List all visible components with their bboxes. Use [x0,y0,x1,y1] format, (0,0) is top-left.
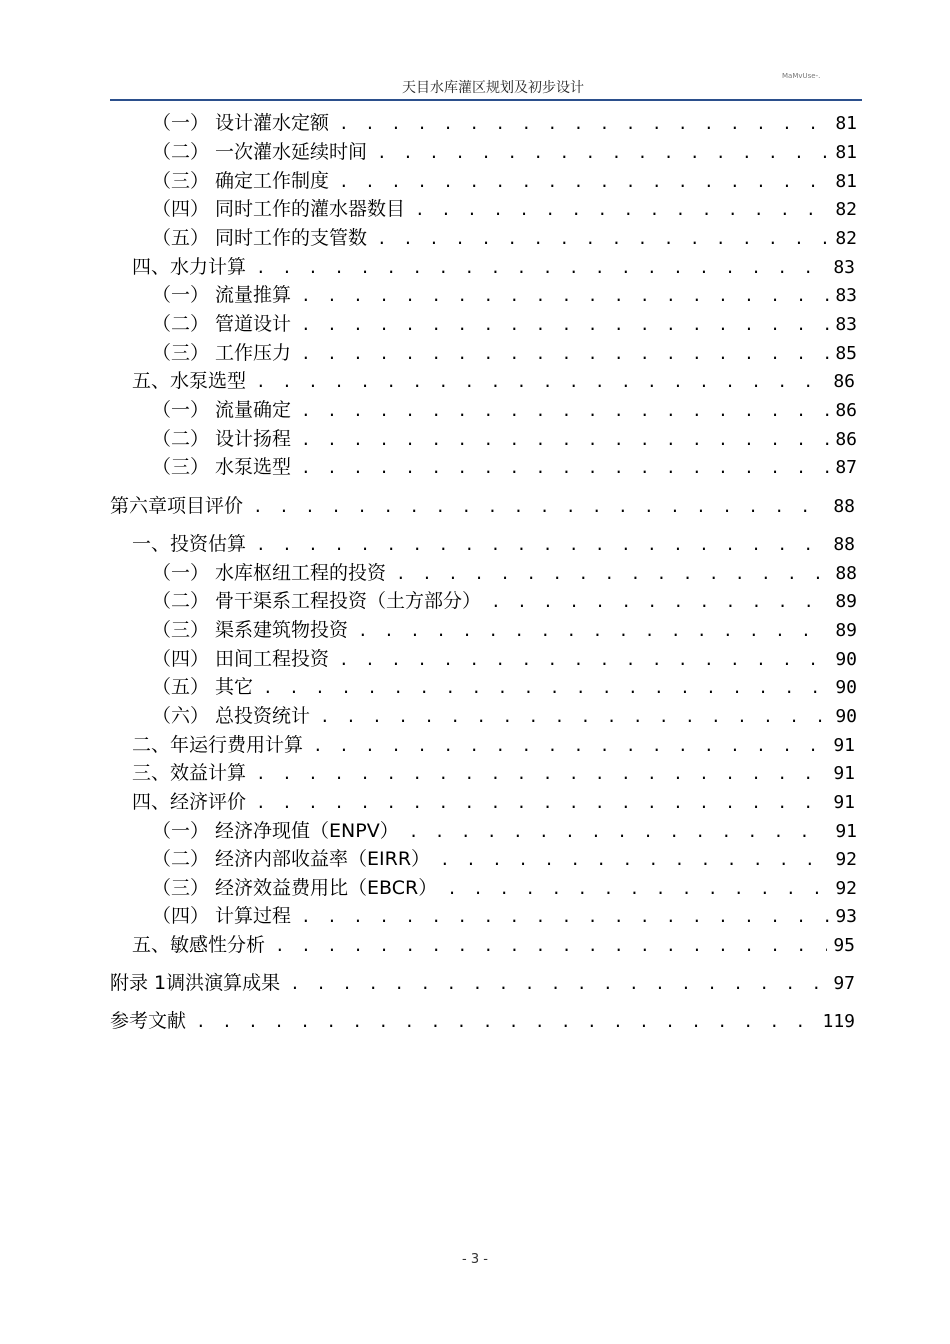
toc-entry-title: 项目评价 [167,495,244,517]
toc-entry-number: （一） [152,112,210,134]
toc-entry-page: 88 [833,534,855,555]
toc-entry-title: 水库枢纽工程的投资 [215,562,387,584]
toc-leader-dots [256,761,827,787]
toc-leader-dots [339,647,829,673]
page-number: - 3 - [462,1252,488,1267]
toc-entry-page: 95 [833,935,855,956]
toc-entry-title: 管道设计 [215,313,292,335]
toc-leader-dots [358,618,829,644]
toc-entry-title: 经济评价 [170,791,247,813]
toc-entry-number: （一） [152,562,210,584]
toc-entry-title: 效益计算 [170,762,247,784]
toc-entry-title: 水泵选型 [215,456,292,478]
toc-entry-number: 第六章 [110,495,168,517]
toc-entry-title: 同时工作的灌水器数目 [215,198,406,220]
toc-entry-page: 119 [822,1011,855,1032]
toc-entry-page: 91 [833,792,855,813]
toc-entry-page: 86 [835,400,857,421]
toc-entry-title: 渠系建筑物投资 [215,619,349,641]
toc-entry[interactable] [152,703,857,730]
toc-entry[interactable] [152,196,857,223]
toc-leader-dots [256,255,827,281]
toc-entry-page: 97 [833,973,855,994]
toc-entry-page: 92 [835,849,857,870]
toc-entry-page: 82 [835,228,857,249]
toc-entry[interactable] [152,110,857,137]
toc-entry-title: 设计扬程 [215,428,292,450]
toc-entry-number: （一） [152,284,210,306]
toc-leader-dots [320,704,829,730]
toc-entry[interactable] [152,846,857,873]
toc-entry-number: （六） [152,705,210,727]
toc-entry-number: 五、 [132,370,171,392]
toc-entry-number: （五） [152,227,210,249]
toc-entry-title: 经济净现值（ENPV） [215,820,399,842]
toc-leader-dots [301,283,829,309]
toc-leader-dots [447,876,829,902]
toc-entry-page: 91 [835,821,857,842]
toc-entry-title: 设计灌水定额 [215,112,330,134]
toc-entry-number: 四、 [132,791,171,813]
toc-entry-number: （二） [152,313,210,335]
toc-leader-dots [256,369,827,395]
toc-entry-title: 骨干渠系工程投资（土方部分） [215,590,482,612]
toc-leader-dots [196,1009,816,1035]
toc-entry-number: （二） [152,590,210,612]
toc-entry[interactable] [152,454,857,481]
toc-entry[interactable] [110,493,855,520]
toc-leader-dots [290,971,827,997]
toc-leader-dots [491,589,829,615]
toc-leader-dots [253,494,827,520]
toc-entry-title: 同时工作的支管数 [215,227,368,249]
toc-entry-title: 经济内部收益率（EIRR） [215,848,431,870]
toc-leader-dots [409,819,830,845]
toc-leader-dots [301,312,829,338]
toc-entry-number: （二） [152,428,210,450]
toc-entry-title: 水力计算 [170,256,247,278]
toc-leader-dots [415,197,829,223]
toc-entry[interactable] [152,674,857,701]
toc-leader-dots [275,933,827,959]
toc-entry-title: 参考文献 [110,1010,187,1032]
header-title: 天目水库灌区规划及初步设计 [402,80,584,96]
toc-entry-title: 计算过程 [215,905,292,927]
toc-leader-dots [301,904,829,930]
toc-entry-number: 二、 [132,734,171,756]
toc-entry[interactable] [152,588,857,615]
toc-entry-title: 经济效益费用比（EBCR） [215,877,438,899]
toc-entry-page: 86 [833,371,855,392]
toc-entry-page: 83 [833,257,855,278]
toc-entry-title: 总投资统计 [215,705,311,727]
toc-leader-dots [440,847,829,873]
toc-entry[interactable] [132,531,855,558]
toc-entry-title: 田间工程投资 [215,648,330,670]
toc-entry-page: 90 [835,677,857,698]
toc-entry-number: （四） [152,648,210,670]
toc-entry-page: 91 [833,763,855,784]
toc-entry-page: 90 [835,706,857,727]
toc-entry[interactable] [132,760,855,787]
toc-leader-dots [339,111,829,137]
toc-entry-title: 工作压力 [215,342,292,364]
toc-entry-number: （四） [152,905,210,927]
toc-entry-page: 82 [835,199,857,220]
toc-entry-number: （三） [152,170,210,192]
toc-entry-title: 流量推算 [215,284,292,306]
header-mark: MaMvUse-. [782,72,821,80]
toc-entry-page: 88 [833,496,855,517]
toc-entry[interactable] [132,368,855,395]
toc-leader-dots [377,226,829,252]
toc-leader-dots [377,140,829,166]
toc-entry-title: 其它 [215,676,254,698]
toc-entry-page: 81 [835,142,857,163]
toc-entry-page: 93 [835,906,857,927]
toc-entry-page: 87 [835,457,857,478]
toc-entry-page: 81 [835,113,857,134]
toc-entry[interactable] [152,397,857,424]
toc-entry-number: （五） [152,676,210,698]
toc-leader-dots [313,733,827,759]
toc-entry[interactable] [132,732,855,759]
toc-entry-page: 89 [835,620,857,641]
toc-entry[interactable] [152,225,857,252]
toc-entry[interactable] [152,282,857,309]
toc-entry-number: （三） [152,456,210,478]
toc-entry-title: 调洪演算成果 [166,972,281,994]
toc-entry-title: 年运行费用计算 [170,734,304,756]
toc-entry[interactable] [132,254,855,281]
toc-entry-number: （一） [152,399,210,421]
toc-entry-number: （三） [152,877,210,899]
toc-entry-number: （一） [152,820,210,842]
toc-leader-dots [301,341,829,367]
toc-entry-number: （二） [152,848,210,870]
toc-entry-number: 五、 [132,934,171,956]
toc-leader-dots [256,532,827,558]
toc-entry[interactable] [110,1008,855,1035]
toc-entry[interactable] [152,875,857,902]
toc-entry[interactable] [152,139,857,166]
toc-leader-dots [301,398,829,424]
toc-entry-number: 四、 [132,256,171,278]
toc-entry-title: 确定工作制度 [215,170,330,192]
toc-leader-dots [256,790,827,816]
toc-leader-dots [263,675,829,701]
toc-leader-dots [301,427,829,453]
toc-entry-number: 三、 [132,762,171,784]
toc-entry-page: 92 [835,878,857,899]
toc-entry[interactable] [152,426,857,453]
toc-entry-page: 88 [835,563,857,584]
toc-entry-number: 附录 1 [110,972,167,994]
toc-entry-page: 89 [835,591,857,612]
toc-entry-page: 83 [835,285,857,306]
toc-entry[interactable] [152,168,857,195]
toc-entry-title: 投资估算 [170,533,247,555]
toc-entry-number: （三） [152,619,210,641]
toc-entry[interactable] [152,903,857,930]
toc-entry-number: （二） [152,141,210,163]
toc-entry[interactable] [152,617,857,644]
toc-entry-title: 流量确定 [215,399,292,421]
toc-entry-number: （四） [152,198,210,220]
toc-entry-page: 85 [835,343,857,364]
toc-entry-page: 90 [835,649,857,670]
toc-entry[interactable] [152,818,857,845]
toc-entry[interactable] [110,970,855,997]
header-rule [110,99,862,101]
toc-entry-page: 83 [835,314,857,335]
toc-entry-number: （三） [152,342,210,364]
toc-entry-title: 水泵选型 [170,370,247,392]
toc-entry[interactable] [152,646,857,673]
toc-entry[interactable] [152,560,857,587]
toc-entry-title: 一次灌水延续时间 [215,141,368,163]
toc-leader-dots [301,455,829,481]
toc-entry-page: 86 [835,429,857,450]
toc-entry-number: 一、 [132,533,171,555]
toc-entry-page: 91 [833,735,855,756]
toc-leader-dots [339,169,829,195]
toc-leader-dots [396,561,829,587]
toc-entry[interactable] [132,789,855,816]
toc-entry[interactable] [152,311,857,338]
toc-entry[interactable] [132,932,855,959]
toc-entry[interactable] [152,340,857,367]
toc-entry-page: 81 [835,171,857,192]
toc-entry-title: 敏感性分析 [170,934,266,956]
